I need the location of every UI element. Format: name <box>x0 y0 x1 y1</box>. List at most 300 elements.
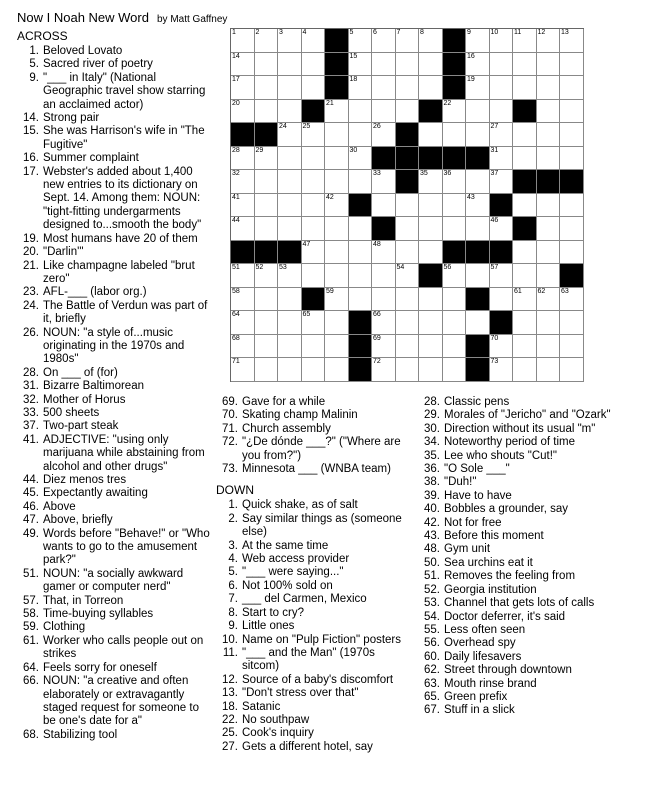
grid-cell[interactable] <box>513 53 537 77</box>
cell-number: 14 <box>232 52 240 60</box>
clue-number: 66. <box>23 675 39 688</box>
grid-cell[interactable] <box>537 76 561 100</box>
grid-cell[interactable] <box>372 123 396 147</box>
grid-cell[interactable] <box>372 170 396 194</box>
grid-cell[interactable] <box>396 217 420 241</box>
clue-text: Bobbles a grounder, say <box>444 503 569 516</box>
clue-text: Expectantly awaiting <box>43 487 148 500</box>
clue-item <box>418 637 628 650</box>
grid-cell[interactable] <box>302 29 326 53</box>
clue-item <box>216 566 411 579</box>
clue-item <box>17 635 212 662</box>
grid-cell[interactable] <box>372 194 396 218</box>
grid-cell[interactable] <box>255 170 279 194</box>
clue-number: 54. <box>424 610 440 623</box>
grid-cell[interactable] <box>372 311 396 335</box>
grid-cell[interactable] <box>560 53 584 77</box>
grid-cell[interactable] <box>349 170 373 194</box>
grid-cell[interactable] <box>231 264 255 288</box>
grid-cell[interactable] <box>231 29 255 53</box>
clue-text: Sacred river of poetry <box>43 58 153 71</box>
cell-number: 24 <box>279 123 287 130</box>
clue-text: Not 100% sold on <box>242 579 333 592</box>
grid-cell[interactable] <box>372 358 396 382</box>
grid-cell[interactable] <box>443 288 467 312</box>
clue-text: Gym unit <box>444 543 491 556</box>
clue-number: 68. <box>23 728 39 741</box>
grid-cell[interactable] <box>419 29 443 53</box>
grid-cell[interactable] <box>349 147 373 171</box>
grid-cell[interactable] <box>255 53 279 77</box>
cell-number: 10 <box>490 29 499 36</box>
grid-cell[interactable] <box>443 194 467 218</box>
clue-number: 5. <box>228 566 238 579</box>
grid-cell[interactable] <box>443 217 467 241</box>
clue-text: NOUN: "a creative and often elaborately or extravagantly staged request for someone to be one's date for a" <box>43 675 199 728</box>
clue-number: 52. <box>424 583 440 596</box>
grid-cell[interactable] <box>419 358 443 382</box>
clue-text: Two-part steak <box>43 420 119 433</box>
across-clues-continued <box>216 396 411 476</box>
grid-cell[interactable] <box>560 335 584 359</box>
clue-number: 41. <box>23 433 39 446</box>
grid-cell[interactable] <box>231 288 255 312</box>
grid-cell[interactable] <box>537 217 561 241</box>
grid-cell[interactable] <box>255 194 279 218</box>
grid-cell[interactable] <box>490 147 514 171</box>
cell-number: 58 <box>232 287 240 295</box>
grid-cell[interactable] <box>443 358 467 382</box>
clue-text: Feels sorry for oneself <box>43 661 157 674</box>
grid-cell[interactable] <box>419 76 443 100</box>
grid-cell[interactable] <box>372 241 396 265</box>
clue-item <box>17 152 212 165</box>
grid-cell[interactable] <box>231 147 255 171</box>
grid-cell[interactable] <box>255 358 279 382</box>
grid-cell[interactable] <box>560 147 584 171</box>
grid-cell[interactable] <box>560 288 584 312</box>
black-square <box>443 53 467 77</box>
grid-cell[interactable] <box>302 335 326 359</box>
clue-item <box>418 557 628 570</box>
grid-cell[interactable] <box>396 335 420 359</box>
grid-cell[interactable] <box>396 288 420 312</box>
grid-cell[interactable] <box>231 358 255 382</box>
grid-cell[interactable] <box>537 311 561 335</box>
cell-number: 29 <box>255 146 264 154</box>
grid-cell[interactable] <box>278 100 302 124</box>
grid-cell[interactable] <box>513 194 537 218</box>
clue-item <box>418 409 628 422</box>
grid-cell[interactable] <box>349 100 373 124</box>
black-square <box>325 76 349 100</box>
grid-cell[interactable] <box>513 123 537 147</box>
black-square <box>349 358 373 382</box>
cell-number: 61 <box>514 287 522 295</box>
grid-cell[interactable] <box>466 311 490 335</box>
grid-cell[interactable] <box>443 170 467 194</box>
down-clues-column-1 <box>216 499 411 754</box>
grid-cell[interactable] <box>231 53 255 77</box>
grid-cell[interactable] <box>325 123 349 147</box>
clue-number: 16. <box>23 152 39 165</box>
grid-cell[interactable] <box>490 170 514 194</box>
clue-number: 56. <box>424 637 440 650</box>
clue-item <box>418 543 628 556</box>
grid-cell[interactable] <box>231 100 255 124</box>
grid-cell[interactable] <box>466 217 490 241</box>
clue-text: Before this moment <box>444 530 544 543</box>
clue-item <box>216 741 411 754</box>
clue-text: Not for free <box>444 516 502 529</box>
clue-number: 8. <box>228 606 238 619</box>
grid-cell[interactable] <box>560 217 584 241</box>
grid-cell[interactable] <box>302 53 326 77</box>
clue-item <box>216 620 411 633</box>
grid-cell[interactable] <box>231 170 255 194</box>
grid-cell[interactable] <box>278 335 302 359</box>
clue-number: 37. <box>23 420 39 433</box>
clue-text: Doctor deferrer, it's said <box>444 610 566 623</box>
grid-cell[interactable] <box>255 76 279 100</box>
grid-cell[interactable] <box>302 170 326 194</box>
grid-cell[interactable] <box>231 194 255 218</box>
grid-cell[interactable] <box>443 264 467 288</box>
grid-cell[interactable] <box>302 217 326 241</box>
grid-cell[interactable] <box>325 358 349 382</box>
grid-cell[interactable] <box>537 288 561 312</box>
grid-cell[interactable] <box>419 217 443 241</box>
grid-cell[interactable] <box>349 123 373 147</box>
cell-number: 47 <box>302 240 311 248</box>
grid-cell[interactable] <box>560 358 584 382</box>
grid-cell[interactable] <box>513 335 537 359</box>
grid-cell[interactable] <box>349 53 373 77</box>
grid-cell[interactable] <box>560 311 584 335</box>
clue-number: 70. <box>222 409 238 422</box>
grid-cell[interactable] <box>325 100 349 124</box>
grid-cell[interactable] <box>278 194 302 218</box>
grid-cell[interactable] <box>490 335 514 359</box>
grid-cell[interactable] <box>513 76 537 100</box>
grid-cell[interactable] <box>372 335 396 359</box>
grid-cell[interactable] <box>231 311 255 335</box>
grid-cell[interactable] <box>278 264 302 288</box>
clue-text: Overhead spy <box>444 637 516 650</box>
grid-cell[interactable] <box>349 241 373 265</box>
grid-cell[interactable] <box>278 29 302 53</box>
grid-cell[interactable] <box>396 241 420 265</box>
clue-number: 9. <box>228 620 238 633</box>
grid-cell[interactable] <box>255 147 279 171</box>
grid-cell[interactable] <box>490 264 514 288</box>
grid-cell[interactable] <box>396 264 420 288</box>
grid-cell[interactable] <box>443 123 467 147</box>
grid-cell[interactable] <box>302 76 326 100</box>
grid-cell[interactable] <box>537 123 561 147</box>
grid-cell[interactable] <box>255 100 279 124</box>
clue-item <box>17 166 212 233</box>
grid-cell[interactable] <box>278 123 302 147</box>
black-square <box>325 29 349 53</box>
grid-cell[interactable] <box>349 29 373 53</box>
grid-cell[interactable] <box>278 217 302 241</box>
grid-cell[interactable] <box>490 217 514 241</box>
grid-cell[interactable] <box>302 123 326 147</box>
cell-number: 8 <box>420 29 424 36</box>
grid-cell[interactable] <box>419 123 443 147</box>
grid-cell[interactable] <box>372 288 396 312</box>
clue-number: 26. <box>23 326 39 339</box>
grid-cell[interactable] <box>325 264 349 288</box>
clue-item <box>216 580 411 593</box>
clue-item <box>216 647 411 674</box>
grid-cell[interactable] <box>466 194 490 218</box>
grid-cell[interactable] <box>255 264 279 288</box>
grid-cell[interactable] <box>396 29 420 53</box>
clue-text: That, in Torreon <box>43 594 124 607</box>
clue-item <box>418 651 628 664</box>
grid-cell[interactable] <box>302 358 326 382</box>
grid-cell[interactable] <box>513 264 537 288</box>
grid-cell[interactable] <box>278 288 302 312</box>
grid-cell[interactable] <box>325 170 349 194</box>
grid-cell[interactable] <box>560 241 584 265</box>
black-square <box>325 53 349 77</box>
clue-text: Cook's inquiry <box>242 727 314 740</box>
grid-cell[interactable] <box>419 288 443 312</box>
clue-item <box>216 463 411 476</box>
cell-number: 16 <box>467 52 475 60</box>
grid-cell[interactable] <box>443 311 467 335</box>
grid-cell[interactable] <box>537 358 561 382</box>
cell-number: 13 <box>561 29 569 36</box>
clue-item <box>17 434 212 474</box>
clue-text: "___ were saying..." <box>242 566 344 579</box>
grid-cell[interactable] <box>372 53 396 77</box>
grid-cell[interactable] <box>537 147 561 171</box>
grid-cell[interactable] <box>419 241 443 265</box>
cell-number: 31 <box>490 146 499 154</box>
grid-cell[interactable] <box>490 123 514 147</box>
grid-cell[interactable] <box>537 241 561 265</box>
clue-item <box>418 664 628 677</box>
black-square <box>372 147 396 171</box>
clue-item <box>418 691 628 704</box>
clue-item <box>418 570 628 583</box>
grid-cell[interactable] <box>325 194 349 218</box>
grid-cell[interactable] <box>278 170 302 194</box>
cell-number: 9 <box>467 29 471 36</box>
grid-cell[interactable] <box>325 217 349 241</box>
grid-cell[interactable] <box>466 29 490 53</box>
grid-cell[interactable] <box>325 288 349 312</box>
grid-cell[interactable] <box>278 53 302 77</box>
clue-text: Green prefix <box>444 690 508 703</box>
grid-cell[interactable] <box>396 100 420 124</box>
across-clues-column-1 <box>17 45 212 742</box>
cell-number: 21 <box>326 99 334 107</box>
grid-cell[interactable] <box>278 76 302 100</box>
grid-cell[interactable] <box>349 264 373 288</box>
cell-number: 62 <box>537 287 546 295</box>
puzzle-name: Now I Noah New Word <box>17 10 149 25</box>
grid-cell[interactable] <box>372 76 396 100</box>
grid-cell[interactable] <box>490 76 514 100</box>
clue-text: Less often seen <box>444 623 526 636</box>
clue-text: Sea urchins eat it <box>444 556 533 569</box>
cell-number: 54 <box>396 264 405 271</box>
grid-cell[interactable] <box>325 241 349 265</box>
grid-cell[interactable] <box>490 288 514 312</box>
grid-cell[interactable] <box>490 100 514 124</box>
grid-cell[interactable] <box>396 76 420 100</box>
grid-cell[interactable] <box>466 76 490 100</box>
grid-cell[interactable] <box>537 100 561 124</box>
grid-cell[interactable] <box>560 76 584 100</box>
grid-cell[interactable] <box>231 335 255 359</box>
down-clues-column-2 <box>418 396 628 718</box>
grid-cell[interactable] <box>513 241 537 265</box>
grid-cell[interactable] <box>513 29 537 53</box>
clue-text: "Don't stress over that" <box>242 687 359 700</box>
grid-cell[interactable] <box>560 100 584 124</box>
grid-cell[interactable] <box>537 29 561 53</box>
grid-cell[interactable] <box>278 147 302 171</box>
black-square <box>419 147 443 171</box>
clue-text: Lee who shouts "Cut!" <box>444 449 558 462</box>
clue-number: 31. <box>23 380 39 393</box>
black-square <box>466 147 490 171</box>
grid-cell[interactable] <box>537 264 561 288</box>
grid-cell[interactable] <box>419 311 443 335</box>
grid-cell[interactable] <box>302 241 326 265</box>
grid-cell[interactable] <box>443 100 467 124</box>
grid-cell[interactable] <box>255 335 279 359</box>
grid-cell[interactable] <box>466 264 490 288</box>
clue-text: No southpaw <box>242 713 310 726</box>
black-square <box>513 100 537 124</box>
grid-cell[interactable] <box>443 335 467 359</box>
grid-cell[interactable] <box>255 288 279 312</box>
grid-cell[interactable] <box>255 217 279 241</box>
grid-cell[interactable] <box>537 335 561 359</box>
cell-number: 48 <box>373 240 381 248</box>
black-square <box>560 264 584 288</box>
puzzle-title <box>17 10 227 25</box>
grid-cell[interactable] <box>490 29 514 53</box>
clue-number: 30. <box>424 422 440 435</box>
clue-item <box>216 396 411 409</box>
clue-number: 63. <box>424 677 440 690</box>
grid-cell[interactable] <box>302 194 326 218</box>
grid-cell[interactable] <box>513 311 537 335</box>
grid-cell[interactable] <box>513 147 537 171</box>
grid-cell[interactable] <box>560 123 584 147</box>
black-square <box>513 170 537 194</box>
grid-cell[interactable] <box>231 76 255 100</box>
clue-text: At the same time <box>242 539 329 552</box>
cell-number: 64 <box>232 311 240 318</box>
clue-number: 4. <box>228 553 238 566</box>
grid-cell[interactable] <box>466 123 490 147</box>
grid-cell[interactable] <box>490 53 514 77</box>
grid-cell[interactable] <box>372 264 396 288</box>
clue-item <box>418 597 628 610</box>
grid-cell[interactable] <box>396 194 420 218</box>
cell-number: 36 <box>443 170 452 177</box>
grid-cell[interactable] <box>396 311 420 335</box>
black-square <box>443 147 467 171</box>
grid-cell[interactable] <box>513 288 537 312</box>
black-square <box>349 194 373 218</box>
grid-cell[interactable] <box>396 53 420 77</box>
grid-cell[interactable] <box>560 29 584 53</box>
clue-item <box>418 584 628 597</box>
clue-number: 44. <box>23 474 39 486</box>
grid-cell[interactable] <box>325 335 349 359</box>
grid-cell[interactable] <box>513 358 537 382</box>
clue-item <box>216 593 411 606</box>
grid-cell[interactable] <box>560 194 584 218</box>
cell-number: 17 <box>232 76 240 83</box>
grid-cell[interactable] <box>466 100 490 124</box>
clue-item <box>17 729 212 742</box>
clue-text: Minnesota ___ (WNBA team) <box>242 463 391 476</box>
grid-cell[interactable] <box>349 217 373 241</box>
grid-cell[interactable] <box>349 76 373 100</box>
clue-number: 28. <box>23 366 39 379</box>
grid-cell[interactable] <box>302 147 326 171</box>
grid-cell[interactable] <box>372 100 396 124</box>
clue-item <box>17 125 212 152</box>
cell-number: 53 <box>279 264 287 271</box>
grid-cell[interactable] <box>419 194 443 218</box>
grid-cell[interactable] <box>302 264 326 288</box>
grid-cell[interactable] <box>466 53 490 77</box>
clue-text: Stuff in a slick <box>444 704 515 717</box>
grid-cell[interactable] <box>419 335 443 359</box>
grid-cell[interactable] <box>278 311 302 335</box>
grid-cell[interactable] <box>325 147 349 171</box>
grid-cell[interactable] <box>302 311 326 335</box>
grid-cell[interactable] <box>396 358 420 382</box>
clue-text: Quick shake, as of salt <box>242 499 358 512</box>
clue-item <box>17 621 212 634</box>
grid-cell[interactable] <box>255 29 279 53</box>
grid-cell[interactable] <box>255 311 279 335</box>
clue-item <box>418 503 628 516</box>
cell-number: 65 <box>302 311 311 318</box>
grid-cell[interactable] <box>419 170 443 194</box>
grid-cell[interactable] <box>372 29 396 53</box>
grid-cell[interactable] <box>231 217 255 241</box>
grid-cell[interactable] <box>537 194 561 218</box>
grid-cell[interactable] <box>490 358 514 382</box>
cell-number: 33 <box>373 170 381 177</box>
grid-cell[interactable] <box>537 53 561 77</box>
clue-item <box>17 407 212 420</box>
grid-cell[interactable] <box>349 288 373 312</box>
grid-cell[interactable] <box>278 358 302 382</box>
grid-cell[interactable] <box>325 311 349 335</box>
clue-number: 50. <box>424 556 440 569</box>
grid-cell[interactable] <box>466 170 490 194</box>
grid-cell[interactable] <box>419 53 443 77</box>
cell-number: 4 <box>302 29 307 36</box>
black-square <box>419 264 443 288</box>
clue-number: 72. <box>222 436 238 449</box>
